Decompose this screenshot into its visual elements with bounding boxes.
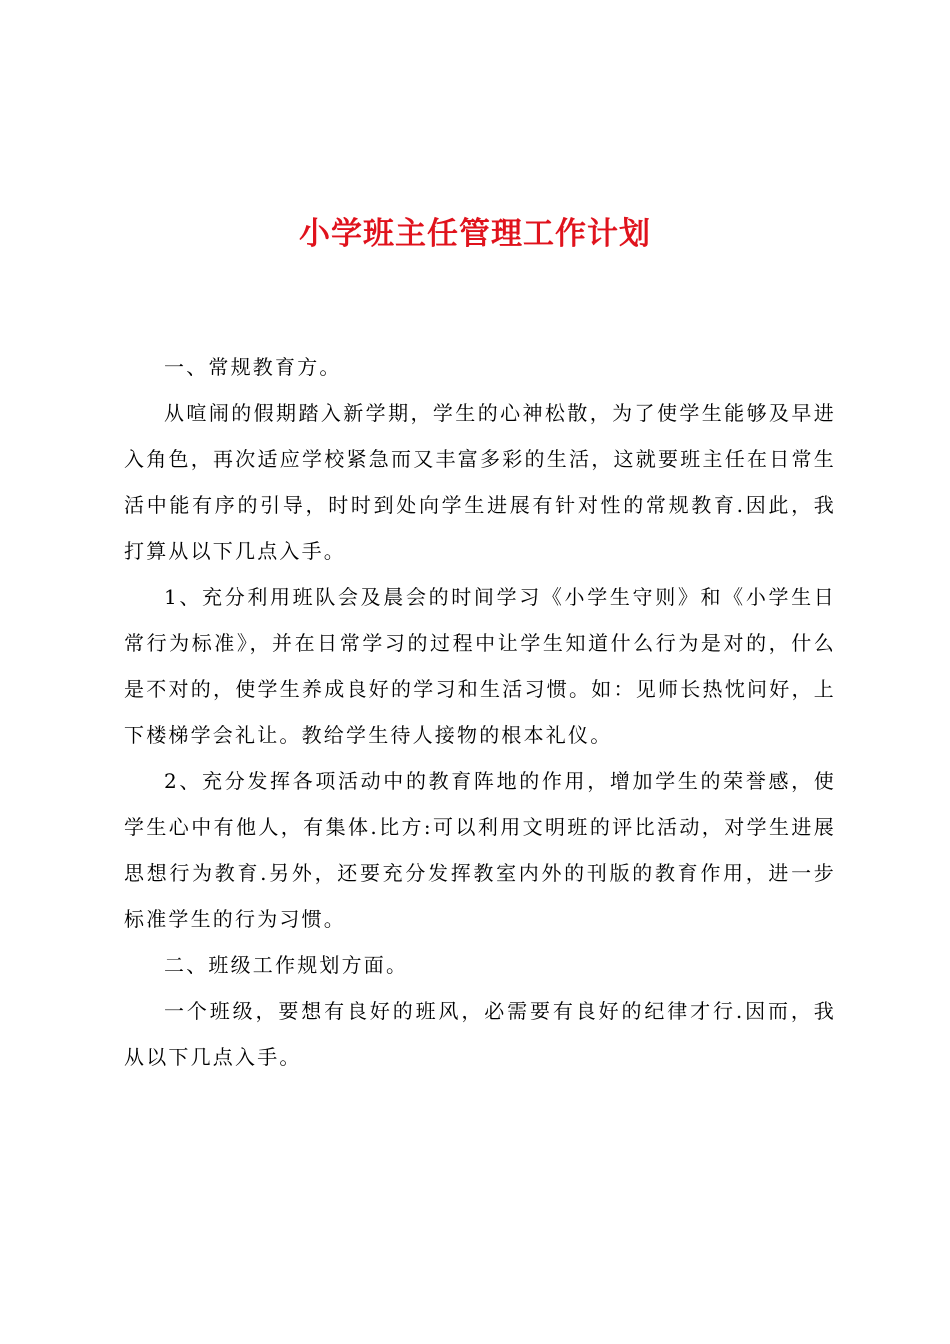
paragraph-point-1: 1、充分利用班队会及晨会的时间学习《小学生守则》和《小学生日常行为标准》，并在日常学习的过程中让学生知道什么行为是对的，什么是不对的，使学生养成良好的学习和生活习惯。如：见师长热忱问好，上下楼梯学会礼让。教给学生待人接物的根本礼仪。 <box>124 585 836 747</box>
paragraph-discipline: 一个班级，要想有良好的班风，必需要有良好的纪律才行.因而，我从以下几点入手。 <box>124 999 836 1069</box>
document-title: 小学班主任管理工作计划 <box>299 216 651 252</box>
paragraph-point-2: 2、充分发挥各项活动中的教育阵地的作用，增加学生的荣誉感，使学生心中有他人，有集体.比方:可以利用文明班的评比活动，对学生进展思想行为教育.另外，还要充分发挥教室内外的刊版的教育作用，进一步标准学生的行为习惯。 <box>124 769 836 931</box>
paragraph-new-semester: 从喧闹的假期踏入新学期，学生的心神松散，为了使学生能够及早进入角色，再次适应学校紧急而又丰富多彩的生活，这就要班主任在日常生活中能有序的引导，时时到处向学生进展有针对性的常规教育.因此，我打算从以下几点入手。 <box>124 401 836 563</box>
section-heading-class-planning: 二、班级工作规划方面。 <box>164 953 409 977</box>
section-heading-routine-education: 一、常规教育方。 <box>164 355 342 379</box>
document-body <box>124 344 836 1080</box>
